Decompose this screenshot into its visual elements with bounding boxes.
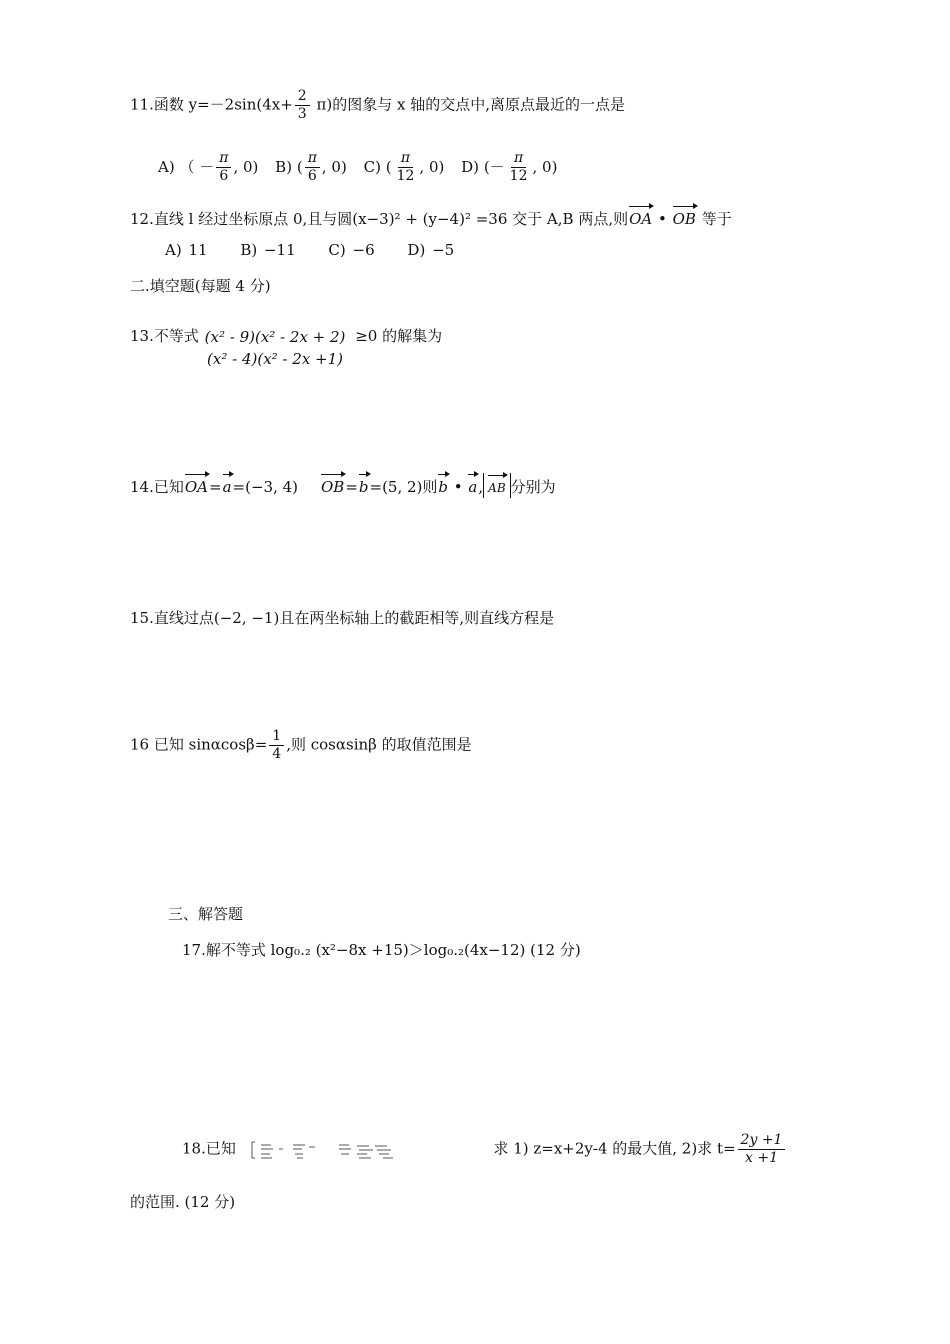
q11-option-c-num: π	[398, 150, 413, 168]
q12-option-c: C) −6	[328, 241, 375, 259]
q11-option-d-num: π	[511, 150, 526, 168]
q11-option-d-den: 12	[509, 168, 528, 184]
q16-den: 4	[272, 746, 282, 762]
question-12	[130, 204, 732, 229]
q11-option-b-num: π	[305, 150, 320, 168]
q12-option-a: A) 11	[165, 241, 208, 259]
q11-option-d	[461, 150, 558, 184]
q11-option-a-frac	[216, 150, 231, 185]
q11-option-d-label: D)	[461, 157, 480, 176]
section-2-heading: 二.填空题(每题 4 分)	[130, 277, 271, 295]
q14-vector-a-2: a	[468, 472, 477, 497]
q12-dot: •	[653, 210, 672, 228]
q12-text-end: 等于	[696, 210, 732, 228]
q13-suffix: ≥0 的解集为	[355, 327, 443, 345]
q12-vector-oa: OA	[629, 204, 652, 229]
q14-vector-oa: OA	[185, 472, 208, 497]
question-14: 14.已知OA=a=(−3, 4) OB=b=(5, 2)则b • a, AB 分别为	[130, 472, 556, 498]
question-16	[130, 728, 472, 763]
q18-text: 求 1) z=x+2y-4 的最大值, 2)求 t=	[493, 1139, 736, 1158]
q12-vector-ob: OB	[673, 204, 696, 229]
q11-option-a	[158, 150, 263, 184]
q14-vector-b: b	[359, 472, 369, 497]
q12-options	[165, 240, 454, 260]
q12-option-b: B) −11	[240, 241, 296, 259]
q16-suffix: ,则 cosαsinβ 的取值范围是	[286, 735, 472, 754]
q11-option-c-den: 12	[396, 168, 415, 184]
q11-suffix: π)的图象与 x 轴的交点中,离原点最近的一点是	[311, 95, 625, 114]
q11-option-d-tail: , 0)	[532, 157, 558, 176]
q18-den: x +1	[745, 1150, 778, 1166]
q11-option-b-den: 6	[307, 168, 317, 184]
q11-option-c-sign: (	[385, 157, 392, 176]
q14-eq-a: =	[209, 478, 222, 496]
q16-num: 1	[269, 728, 284, 746]
q14-value-b: =(5, 2)则	[369, 478, 438, 496]
q18-num: 2y +1	[738, 1132, 786, 1150]
section-3-heading: 三、解答题	[168, 905, 244, 923]
q12-option-d: D) −5	[407, 241, 455, 259]
q16-prefix: 16 已知 sinαcosβ=	[130, 735, 268, 754]
q13-denominator: (x² - 4)(x² - 2x +1)	[207, 350, 344, 368]
q13-prefix: 13.不等式	[130, 327, 199, 345]
q11-prefix: 11.函数 y=－2sin(4x+	[130, 95, 293, 114]
question-17: 17.解不等式 log₀.₂ (x²−8x +15)＞log₀.₂(4x−12) (12 分)	[182, 941, 581, 959]
q11-options	[158, 150, 557, 185]
q11-option-d-sign: (－	[483, 157, 505, 176]
q14-abs-ab	[483, 473, 510, 498]
q11-option-a-den: 6	[219, 168, 229, 184]
q11-option-a-label: A)	[158, 157, 175, 176]
q14-vector-a: a	[223, 472, 232, 497]
question-13	[130, 326, 442, 370]
q11-option-b-tail: , 0)	[321, 157, 347, 176]
q11-frac-den: 3	[297, 106, 307, 122]
q18-continuation: 的范围. (12 分)	[130, 1193, 236, 1211]
q11-option-d-frac	[507, 150, 531, 185]
q14-eq-b: =	[345, 478, 358, 496]
q14-dot: •	[449, 478, 468, 496]
q14-vector-ob: OB	[321, 472, 344, 497]
q11-frac-num: 2	[295, 88, 310, 106]
q11-option-b	[275, 150, 351, 184]
q13-fraction	[202, 326, 349, 370]
q11-option-a-tail: , 0)	[233, 157, 259, 176]
question-18	[182, 1132, 787, 1167]
q16-fraction	[269, 728, 284, 763]
q11-option-c-tail: , 0)	[419, 157, 445, 176]
question-15: 15.直线过点(−2, −1)且在两坐标轴上的截距相等,则直线方程是	[130, 609, 555, 627]
constraint-system-image	[249, 1139, 471, 1161]
q11-option-b-frac	[305, 150, 320, 185]
q18-prefix: 18.已知	[182, 1139, 236, 1158]
q11-option-a-num: π	[216, 150, 231, 168]
q14-vector-b-2: b	[438, 472, 448, 497]
q11-option-b-sign: (	[296, 157, 303, 176]
q14-value-a: =(−3, 4)	[232, 478, 298, 496]
q18-fraction	[738, 1132, 786, 1167]
question-11	[130, 88, 625, 123]
q11-fraction	[295, 88, 310, 123]
q11-option-a-sign: （ －	[179, 157, 215, 176]
q11-option-c-frac	[394, 150, 418, 185]
q11-option-c	[363, 150, 450, 184]
q14-suffix: 分别为	[510, 478, 556, 496]
q13-numerator: (x² - 9)(x² - 2x + 2)	[204, 328, 346, 346]
q12-text: 12.直线 l 经过坐标原点 0,且与圆(x−3)² + (y−4)² =36 交于 A,B 两点,则	[130, 210, 629, 228]
q11-option-b-label: B)	[275, 157, 293, 176]
q11-option-c-label: C)	[363, 157, 381, 176]
q14-prefix: 14.已知	[130, 478, 184, 496]
q14-vector-ab: AB	[488, 473, 505, 498]
